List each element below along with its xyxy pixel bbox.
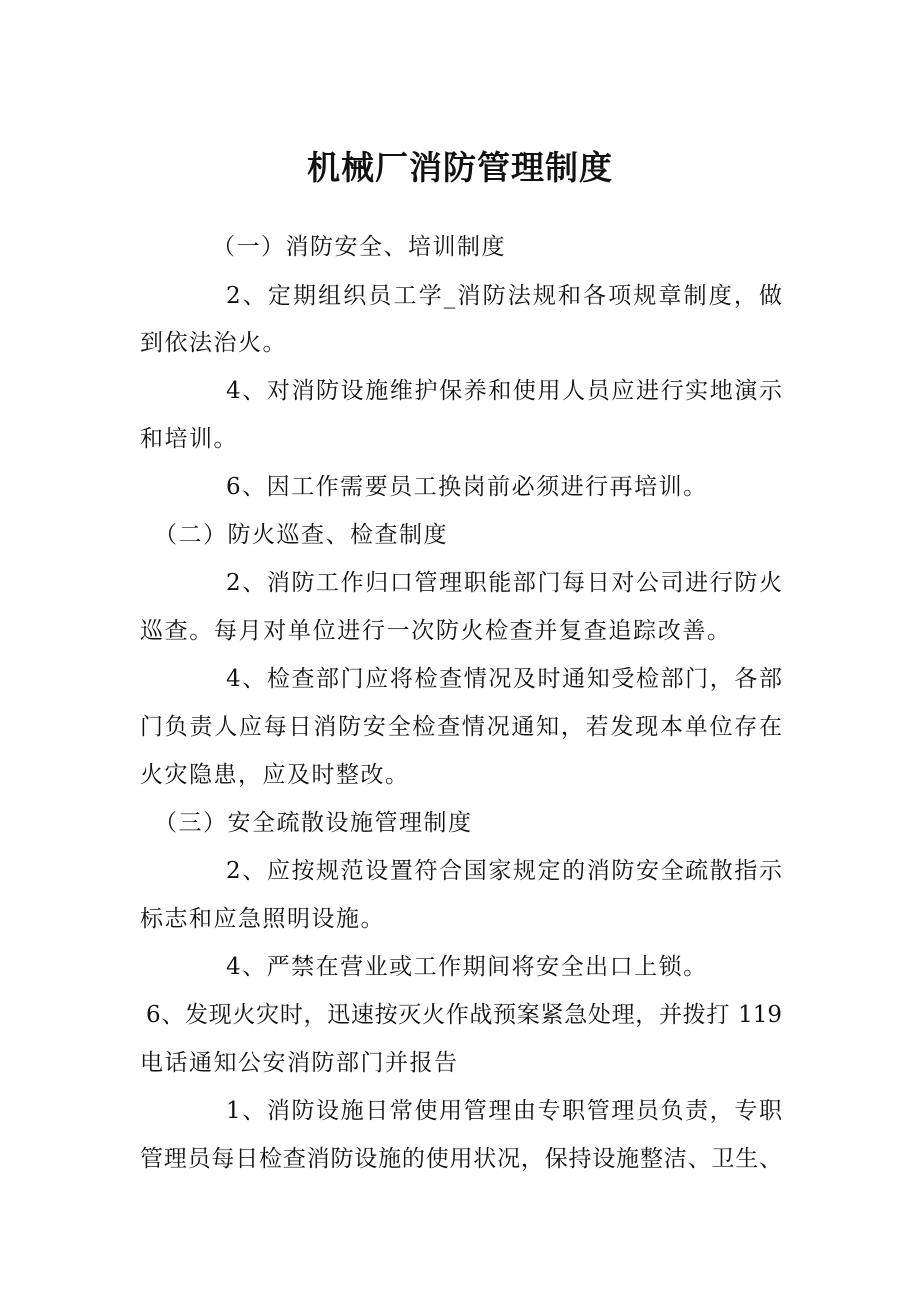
paragraph-line: 2、消防工作归口管理职能部门每日对公司进行防火: [226, 570, 782, 596]
paragraph-line: 2、应按规范设置符合国家规定的消防安全疏散指示: [226, 858, 782, 884]
paragraph-line: 1、消防设施日常使用管理由专职管理员负责，专职: [226, 1098, 782, 1124]
document-title: 机械厂消防管理制度: [307, 148, 613, 187]
paragraph-line: 和培训。: [140, 426, 238, 452]
paragraph-line: 6、因工作需要员工换岗前必须进行再培训。: [226, 474, 708, 500]
paragraph-line: 门负责人应每日消防安全检查情况通知，若发现本单位存在: [140, 714, 782, 740]
paragraph-line: 火灾隐患，应及时整改。: [140, 762, 410, 788]
paragraph-line: 4、检查部门应将检查情况及时通知受检部门，各部: [226, 666, 782, 692]
paragraph-line: 管理员每日检查消防设施的使用状况，保持设施整洁、卫生、: [140, 1146, 782, 1172]
paragraph-line: 4、对消防设施维护保养和使用人员应进行实地演示: [226, 378, 782, 404]
paragraph-line: 到依法治火。: [140, 330, 287, 356]
paragraph-line: 4、严禁在营业或工作期间将安全出口上锁。: [226, 954, 708, 980]
section-heading-2: （二）防火巡查、检查制度: [154, 522, 448, 548]
section-heading-3: （三）安全疏散设施管理制度: [154, 810, 473, 836]
paragraph-line: 2、定期组织员工学_消防法规和各项规章制度，做: [226, 283, 782, 309]
paragraph-line: 6、发现火灾时，迅速按灭火作战预案紧急处理，并拨打 119: [146, 1002, 782, 1028]
paragraph-line: 电话通知公安消防部门并报告: [140, 1050, 459, 1076]
paragraph-line: 巡查。每月对单位进行一次防火检查并复查追踪改善。: [140, 618, 730, 644]
section-heading-1: （一）消防安全、培训制度: [212, 234, 506, 260]
paragraph-line: 标志和应急照明设施。: [140, 906, 385, 932]
